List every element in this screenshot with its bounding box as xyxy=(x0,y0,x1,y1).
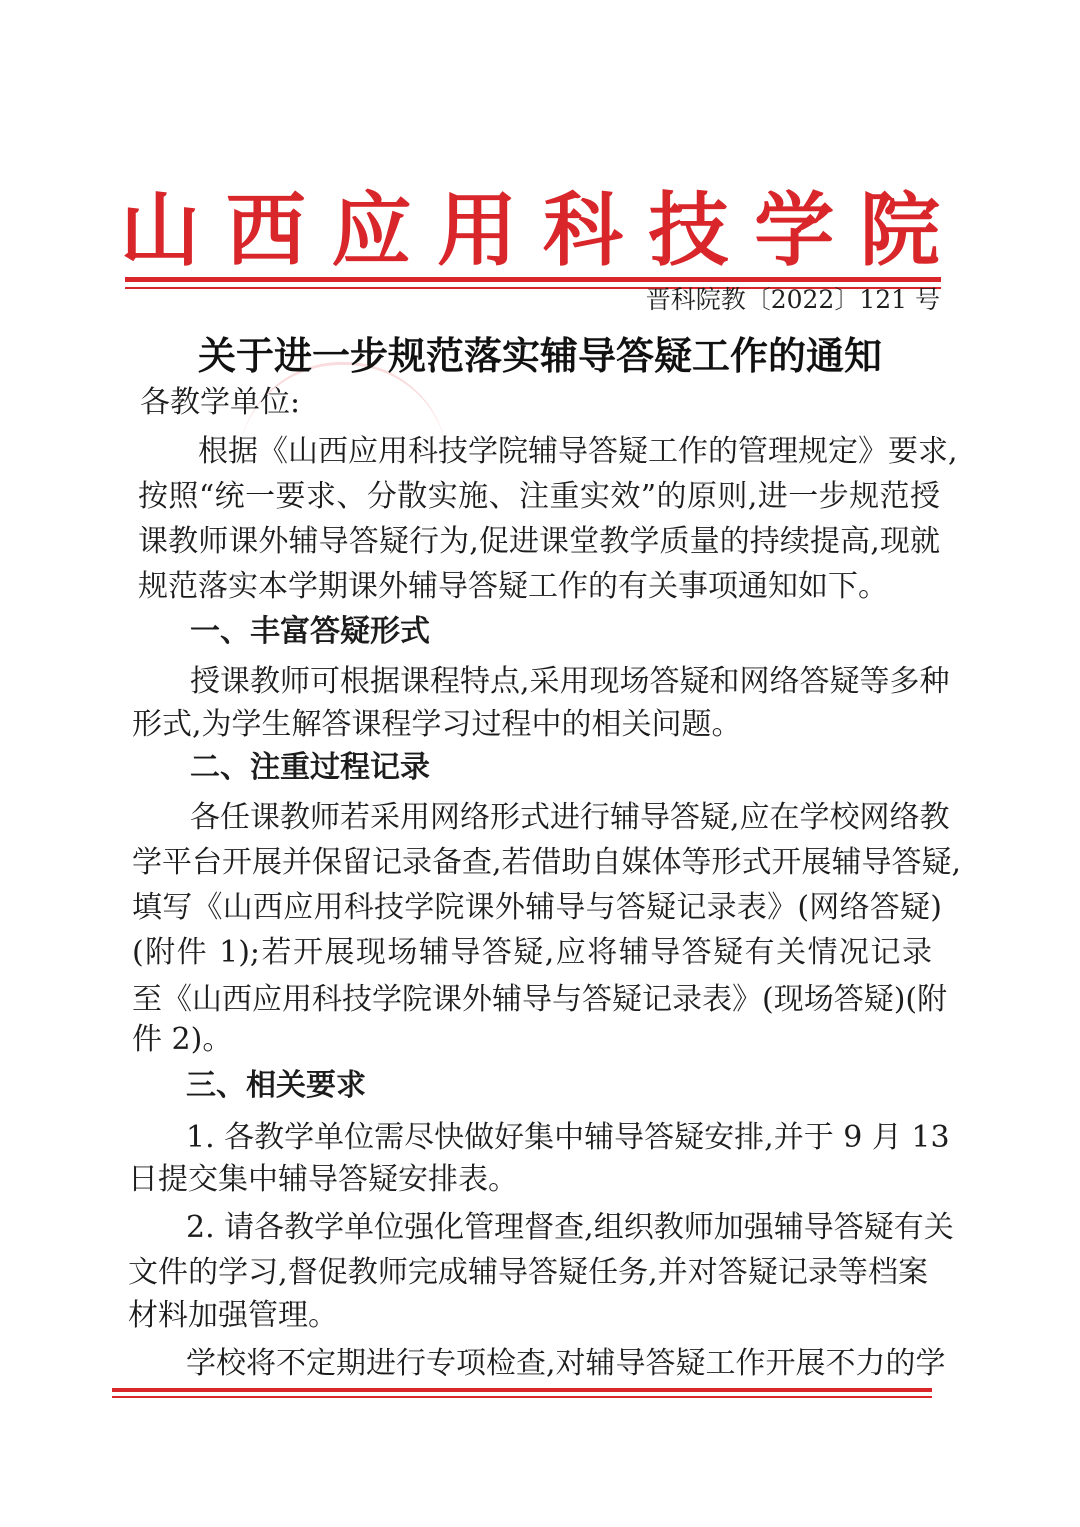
body-line: 至《山西应用科技学院课外辅导与答疑记录表》(现场答疑)(附 xyxy=(132,982,948,1017)
body-line: 材料加强管理。 xyxy=(128,1298,338,1333)
masthead-char: 学 xyxy=(754,183,835,277)
body-line: 1. 各教学单位需尽快做好集中辅导答疑安排,并于 9 月 13 xyxy=(186,1120,950,1155)
body-line: (附件 1);若开展现场辅导答疑,应将辅导答疑有关情况记录 xyxy=(132,935,932,970)
section-heading: 三、相关要求 xyxy=(186,1068,366,1103)
masthead-char: 西 xyxy=(225,183,306,277)
masthead-char: 应 xyxy=(331,183,412,277)
section-heading: 二、注重过程记录 xyxy=(190,750,430,785)
body-line: 根据《山西应用科技学院辅导答疑工作的管理规定》要求, xyxy=(198,434,958,469)
masthead-char: 科 xyxy=(542,183,623,277)
body-line: 2. 请各教学单位强化管理督查,组织教师加强辅导答疑有关 xyxy=(186,1210,954,1245)
document-title: 关于进一步规范落实辅导答疑工作的通知 xyxy=(197,333,882,378)
addressee: 各教学单位: xyxy=(140,385,301,420)
footer-red-rule-thick xyxy=(112,1388,932,1392)
body-line: 课教师课外辅导答疑行为,促进课堂教学质量的持续提高,现就 xyxy=(138,524,940,559)
footer-red-rule-thin xyxy=(112,1396,932,1398)
body-line: 授课教师可根据课程特点,采用现场答疑和网络答疑等多种 xyxy=(190,664,950,699)
body-line: 填写《山西应用科技学院课外辅导与答疑记录表》(网络答疑) xyxy=(132,890,942,925)
masthead-char: 用 xyxy=(437,183,518,277)
body-line: 日提交集中辅导答疑安排表。 xyxy=(128,1162,518,1197)
body-line: 件 2)。 xyxy=(132,1022,233,1057)
masthead-title xyxy=(120,182,940,278)
body-line: 学平台开展并保留记录备查,若借助自媒体等形式开展辅导答疑, xyxy=(132,845,962,880)
masthead-char: 院 xyxy=(859,183,940,277)
body-line: 学校将不定期进行专项检查,对辅导答疑工作开展不力的学 xyxy=(186,1346,946,1381)
body-line: 形式,为学生解答课程学习过程中的相关问题。 xyxy=(132,707,742,742)
body-line: 各任课教师若采用网络形式进行辅导答疑,应在学校网络教 xyxy=(190,800,950,835)
section-heading: 一、丰富答疑形式 xyxy=(190,614,430,649)
masthead-char: 山 xyxy=(120,183,200,277)
document-number: 晋科院教〔2022〕121 号 xyxy=(645,285,940,314)
body-line: 文件的学习,督促教师完成辅导答疑任务,并对答疑记录等档案 xyxy=(128,1255,928,1290)
body-line: 规范落实本学期课外辅导答疑工作的有关事项通知如下。 xyxy=(138,569,888,604)
masthead-char: 技 xyxy=(648,183,729,277)
body-line: 按照“统一要求、分散实施、注重实效”的原则,进一步规范授 xyxy=(138,479,940,514)
header-red-rule-thick xyxy=(125,277,941,282)
